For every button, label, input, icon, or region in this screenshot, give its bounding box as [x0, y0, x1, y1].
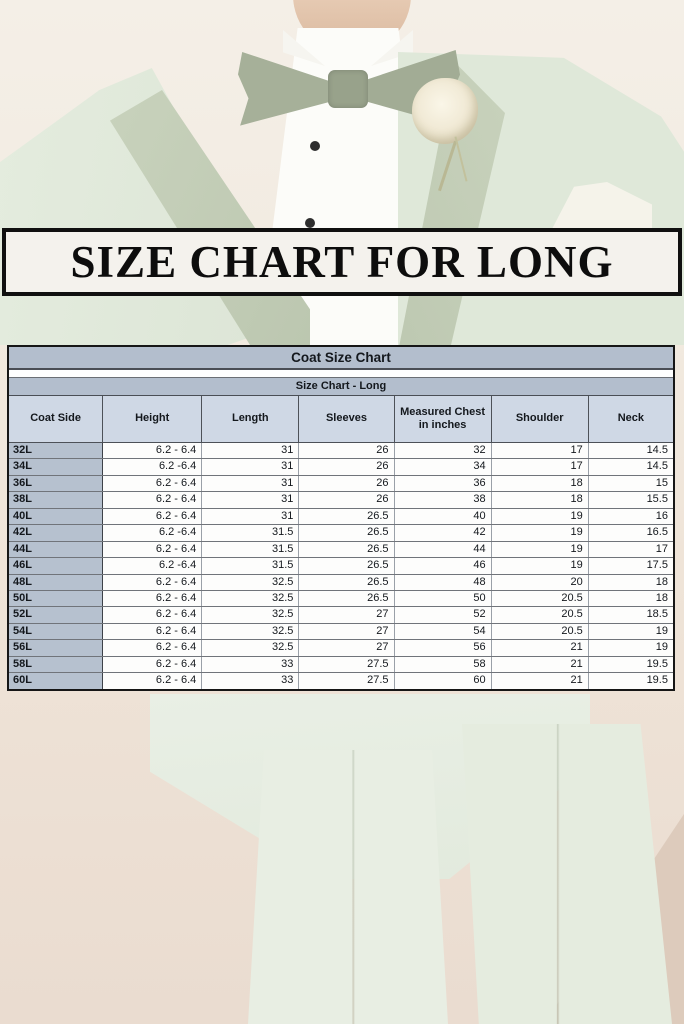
value-cell: 27.5	[299, 673, 394, 688]
size-cell: 56L	[9, 640, 103, 655]
value-cell: 32.5	[202, 575, 299, 590]
value-cell: 6.2 - 6.4	[103, 640, 202, 655]
value-cell: 48	[395, 575, 492, 590]
value-cell: 27	[299, 624, 394, 639]
value-cell: 6.2 - 6.4	[103, 657, 202, 672]
column-header: Measured Chest in inches	[395, 396, 492, 442]
size-cell: 42L	[9, 525, 103, 540]
value-cell: 26	[299, 476, 394, 491]
value-cell: 19	[589, 624, 673, 639]
value-cell: 31	[202, 492, 299, 507]
value-cell: 21	[492, 673, 589, 688]
value-cell: 20.5	[492, 607, 589, 622]
value-cell: 32.5	[202, 607, 299, 622]
table-row	[9, 575, 673, 591]
boutonniere-flower	[412, 78, 478, 144]
value-cell: 46	[395, 558, 492, 573]
value-cell: 6.2 - 6.4	[103, 443, 202, 458]
value-cell: 6.2 -6.4	[103, 525, 202, 540]
value-cell: 14.5	[589, 459, 673, 474]
value-cell: 26	[299, 459, 394, 474]
banner-title: SIZE CHART FOR LONG	[70, 237, 614, 287]
size-cell: 34L	[9, 459, 103, 474]
value-cell: 60	[395, 673, 492, 688]
table-title: Coat Size Chart	[9, 347, 673, 370]
banner	[2, 228, 682, 296]
value-cell: 32.5	[202, 624, 299, 639]
value-cell: 31.5	[202, 558, 299, 573]
value-cell: 16.5	[589, 525, 673, 540]
value-cell: 6.2 -6.4	[103, 558, 202, 573]
value-cell: 18	[492, 492, 589, 507]
value-cell: 19	[589, 640, 673, 655]
size-cell: 58L	[9, 657, 103, 672]
value-cell: 32	[395, 443, 492, 458]
column-header: Coat Side	[9, 396, 103, 442]
value-cell: 18	[589, 591, 673, 606]
value-cell: 31	[202, 476, 299, 491]
value-cell: 6.2 - 6.4	[103, 673, 202, 688]
value-cell: 26.5	[299, 525, 394, 540]
value-cell: 6.2 - 6.4	[103, 492, 202, 507]
size-cell: 44L	[9, 542, 103, 557]
table-gap-band	[9, 370, 673, 378]
value-cell: 31	[202, 459, 299, 474]
value-cell: 20.5	[492, 624, 589, 639]
value-cell: 19.5	[589, 657, 673, 672]
column-header: Shoulder	[492, 396, 589, 442]
value-cell: 26	[299, 443, 394, 458]
value-cell: 21	[492, 640, 589, 655]
bow-tie-knot	[328, 70, 368, 108]
size-cell: 40L	[9, 509, 103, 524]
table-row	[9, 558, 673, 574]
value-cell: 6.2 - 6.4	[103, 575, 202, 590]
table-row	[9, 657, 673, 673]
table-row	[9, 443, 673, 459]
value-cell: 19	[492, 525, 589, 540]
value-cell: 6.2 - 6.4	[103, 624, 202, 639]
value-cell: 15	[589, 476, 673, 491]
table-row	[9, 591, 673, 607]
column-header: Sleeves	[299, 396, 394, 442]
value-cell: 56	[395, 640, 492, 655]
size-cell: 60L	[9, 673, 103, 688]
value-cell: 6.2 -6.4	[103, 459, 202, 474]
size-cell: 38L	[9, 492, 103, 507]
size-cell: 54L	[9, 624, 103, 639]
table-row	[9, 509, 673, 525]
value-cell: 26	[299, 492, 394, 507]
value-cell: 17	[492, 459, 589, 474]
table-subtitle: Size Chart - Long	[9, 378, 673, 396]
value-cell: 44	[395, 542, 492, 557]
table-row	[9, 542, 673, 558]
value-cell: 31	[202, 509, 299, 524]
value-cell: 33	[202, 673, 299, 688]
size-cell: 48L	[9, 575, 103, 590]
column-header: Neck	[617, 412, 645, 425]
value-cell: 26.5	[299, 591, 394, 606]
value-cell: 19.5	[589, 673, 673, 688]
size-table	[7, 345, 675, 691]
value-cell: 31.5	[202, 542, 299, 557]
table-header-row	[9, 396, 673, 443]
value-cell: 26.5	[299, 575, 394, 590]
table-body	[9, 443, 673, 689]
value-cell: 52	[395, 607, 492, 622]
value-cell: 19	[492, 558, 589, 573]
pants-right-leg	[462, 724, 672, 1024]
table-row	[9, 624, 673, 640]
value-cell: 31.5	[202, 525, 299, 540]
value-cell: 32.5	[202, 640, 299, 655]
value-cell: 20.5	[492, 591, 589, 606]
value-cell: 21	[492, 657, 589, 672]
table-row	[9, 525, 673, 541]
value-cell: 50	[395, 591, 492, 606]
value-cell: 31	[202, 443, 299, 458]
value-cell: 17	[589, 542, 673, 557]
table-row	[9, 640, 673, 656]
size-cell: 46L	[9, 558, 103, 573]
value-cell: 26.5	[299, 509, 394, 524]
size-cell: 50L	[9, 591, 103, 606]
value-cell: 6.2 - 6.4	[103, 591, 202, 606]
value-cell: 17	[492, 443, 589, 458]
size-cell: 32L	[9, 443, 103, 458]
value-cell: 20	[492, 575, 589, 590]
column-header: Length	[202, 396, 299, 442]
value-cell: 54	[395, 624, 492, 639]
value-cell: 38	[395, 492, 492, 507]
table-row	[9, 673, 673, 688]
value-cell: 19	[492, 542, 589, 557]
size-cell: 52L	[9, 607, 103, 622]
value-cell: 14.5	[589, 443, 673, 458]
table-row	[9, 476, 673, 492]
value-cell: 27	[299, 607, 394, 622]
table-row	[9, 459, 673, 475]
size-cell: 36L	[9, 476, 103, 491]
value-cell: 27	[299, 640, 394, 655]
value-cell: 40	[395, 509, 492, 524]
value-cell: 16	[589, 509, 673, 524]
value-cell: 27.5	[299, 657, 394, 672]
value-cell: 19	[492, 509, 589, 524]
value-cell: 6.2 - 6.4	[103, 476, 202, 491]
value-cell: 17.5	[589, 558, 673, 573]
value-cell: 6.2 - 6.4	[103, 542, 202, 557]
value-cell: 18	[589, 575, 673, 590]
table-row	[9, 607, 673, 623]
column-header: Height	[103, 396, 202, 442]
value-cell: 6.2 - 6.4	[103, 509, 202, 524]
value-cell: 58	[395, 657, 492, 672]
value-cell: 26.5	[299, 558, 394, 573]
value-cell: 6.2 - 6.4	[103, 607, 202, 622]
table-row	[9, 492, 673, 508]
shirt-button	[305, 218, 315, 228]
pants-left-leg	[248, 750, 448, 1024]
value-cell: 26.5	[299, 542, 394, 557]
value-cell: 34	[395, 459, 492, 474]
shirt-button	[310, 141, 320, 151]
value-cell: 18	[492, 476, 589, 491]
value-cell: 42	[395, 525, 492, 540]
value-cell: 33	[202, 657, 299, 672]
value-cell: 32.5	[202, 591, 299, 606]
value-cell: 36	[395, 476, 492, 491]
value-cell: 18.5	[589, 607, 673, 622]
value-cell: 15.5	[589, 492, 673, 507]
